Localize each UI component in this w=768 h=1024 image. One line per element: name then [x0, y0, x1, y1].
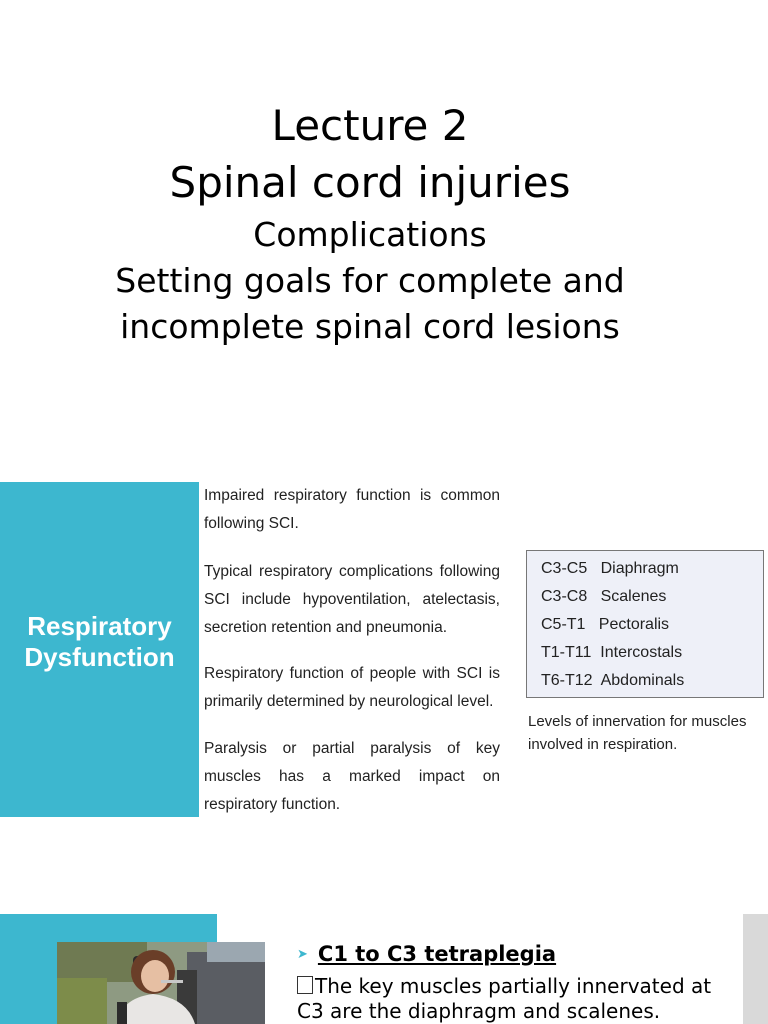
- section-title-line1: Respiratory: [27, 610, 172, 641]
- innervation-muscle: Pectoralis: [598, 616, 670, 633]
- innervation-row: [541, 611, 669, 639]
- arrow-bullet-icon: ➤: [297, 947, 308, 962]
- innervation-table: [526, 550, 764, 698]
- respiratory-slide: [0, 482, 768, 817]
- bullet-body: [297, 974, 737, 1024]
- patient-photo: [57, 942, 265, 1024]
- subtitle-goals-line2: incomplete spinal cord lesions: [120, 307, 620, 346]
- innervation-caption: Levels of innervation for muscles involved in respiration.: [528, 713, 747, 753]
- innervation-level: T1-T11: [541, 644, 592, 661]
- body-line1: The key muscles partially innervated at: [315, 974, 712, 998]
- innervation-level: C5-T1: [541, 616, 586, 633]
- innervation-row: [541, 639, 682, 667]
- innervation-row: [541, 667, 684, 695]
- section-title-line2: Dysfunction: [24, 641, 175, 672]
- section-panel: [0, 482, 199, 817]
- title-slide: [0, 0, 768, 440]
- innervation-muscle: Diaphragm: [600, 560, 679, 577]
- scrollbar-track: [743, 914, 768, 1024]
- tetraplegia-slide: [0, 914, 768, 1024]
- body-line2: C3 are the diaphragm and scalenes.: [297, 999, 661, 1023]
- innervation-level: C3-C8: [541, 588, 588, 605]
- innervation-level: C3-C5: [541, 560, 588, 577]
- innervation-muscle: Abdominals: [600, 672, 685, 689]
- section-title: [24, 611, 174, 673]
- subtitle-goals-line1: Setting goals for complete and: [115, 261, 625, 300]
- innervation-row: [541, 583, 666, 611]
- paragraph-complications: Typical respiratory complications following SCI include hypoventilation, atelectasis, secretion retention and pneumonia.: [204, 563, 500, 636]
- paragraph-paralysis: Paralysis or partial paralysis of key muscles has a marked impact on respiratory function.: [204, 740, 500, 813]
- innervation-row: [541, 555, 679, 583]
- checkbox-bullet-icon: [297, 976, 313, 994]
- innervation-muscle: Intercostals: [600, 644, 683, 661]
- paragraph-neurological-level: Respiratory function of people with SCI is primarily determined by neurological level.: [204, 665, 500, 710]
- bullet-title: C1 to C3 tetraplegia: [317, 942, 557, 966]
- lecture-number: Lecture 2: [271, 101, 469, 150]
- innervation-level: T6-T12: [541, 672, 593, 689]
- innervation-muscle: Scalenes: [600, 588, 667, 605]
- paragraph-respiratory-common: Impaired respiratory function is common following SCI.: [204, 487, 500, 532]
- bullet-heading: [297, 939, 556, 969]
- subtitle-complications: Complications: [253, 215, 487, 254]
- patient-photo-illustration: [57, 942, 265, 1024]
- lecture-title: Spinal cord injuries: [169, 158, 571, 207]
